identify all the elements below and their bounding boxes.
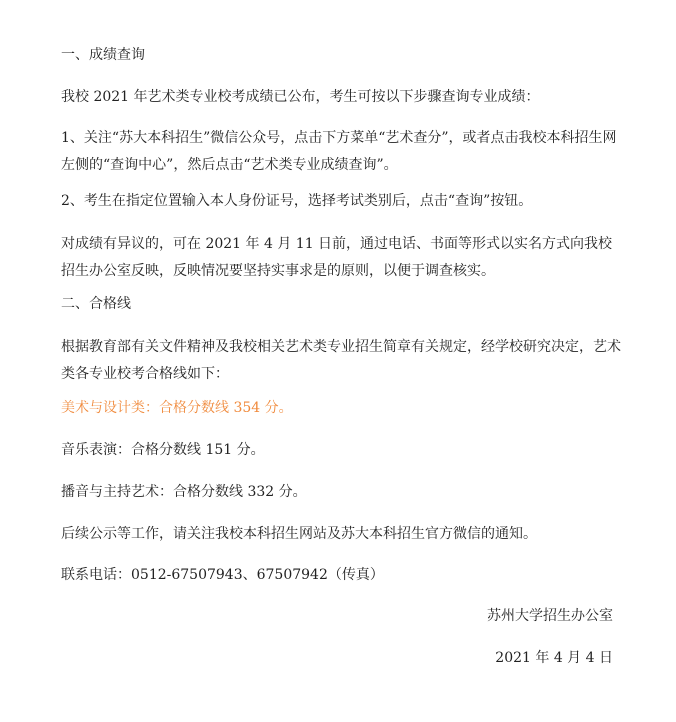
signature-office: 苏州大学招生办公室 <box>487 608 613 624</box>
art-design-passing-line: 美术与设计类：合格分数线 354 分。 <box>61 400 293 416</box>
section-heading-scores: 一、成绩查询 <box>61 47 145 63</box>
section-heading-passing: 二、合格线 <box>61 296 131 312</box>
contact-line: 联系电话：0512-67507943、67507942（传真） <box>61 567 384 583</box>
followup-paragraph: 后续公示等工作，请关注我校本科招生网站及苏大本科招生官方微信的通知。 <box>61 526 537 542</box>
step-2-paragraph: 2、考生在指定位置输入本人身份证号，选择考试类别后，点击“查询”按钮。 <box>61 193 533 209</box>
music-passing-line: 音乐表演：合格分数线 151 分。 <box>61 442 265 458</box>
intro-paragraph: 我校 2021 年艺术类专业校考成绩已公布，考生可按以下步骤查询专业成绩： <box>61 89 540 105</box>
step-1-paragraph: 1、关注“苏大本科招生”微信公众号，点击下方菜单“艺术查分”，或者点击我校本科招生网左侧的“查询中心”，然后点击“艺术类专业成绩查询”。 <box>61 130 617 173</box>
broadcast-passing-line: 播音与主持艺术：合格分数线 332 分。 <box>61 484 307 500</box>
basis-paragraph: 根据教育部有关文件精神及我校相关艺术类专业招生简章有关规定，经学校研究决定，艺术类各专业校考合格线如下： <box>61 339 621 382</box>
signature-date: 2021 年 4 月 4 日 <box>495 650 613 666</box>
objection-paragraph: 对成绩有异议的，可在 2021 年 4 月 11 日前，通过电话、书面等形式以实名方式向我校招生办公室反映，反映情况要坚持实事求是的原则，以便于调查核实。 <box>61 236 613 279</box>
